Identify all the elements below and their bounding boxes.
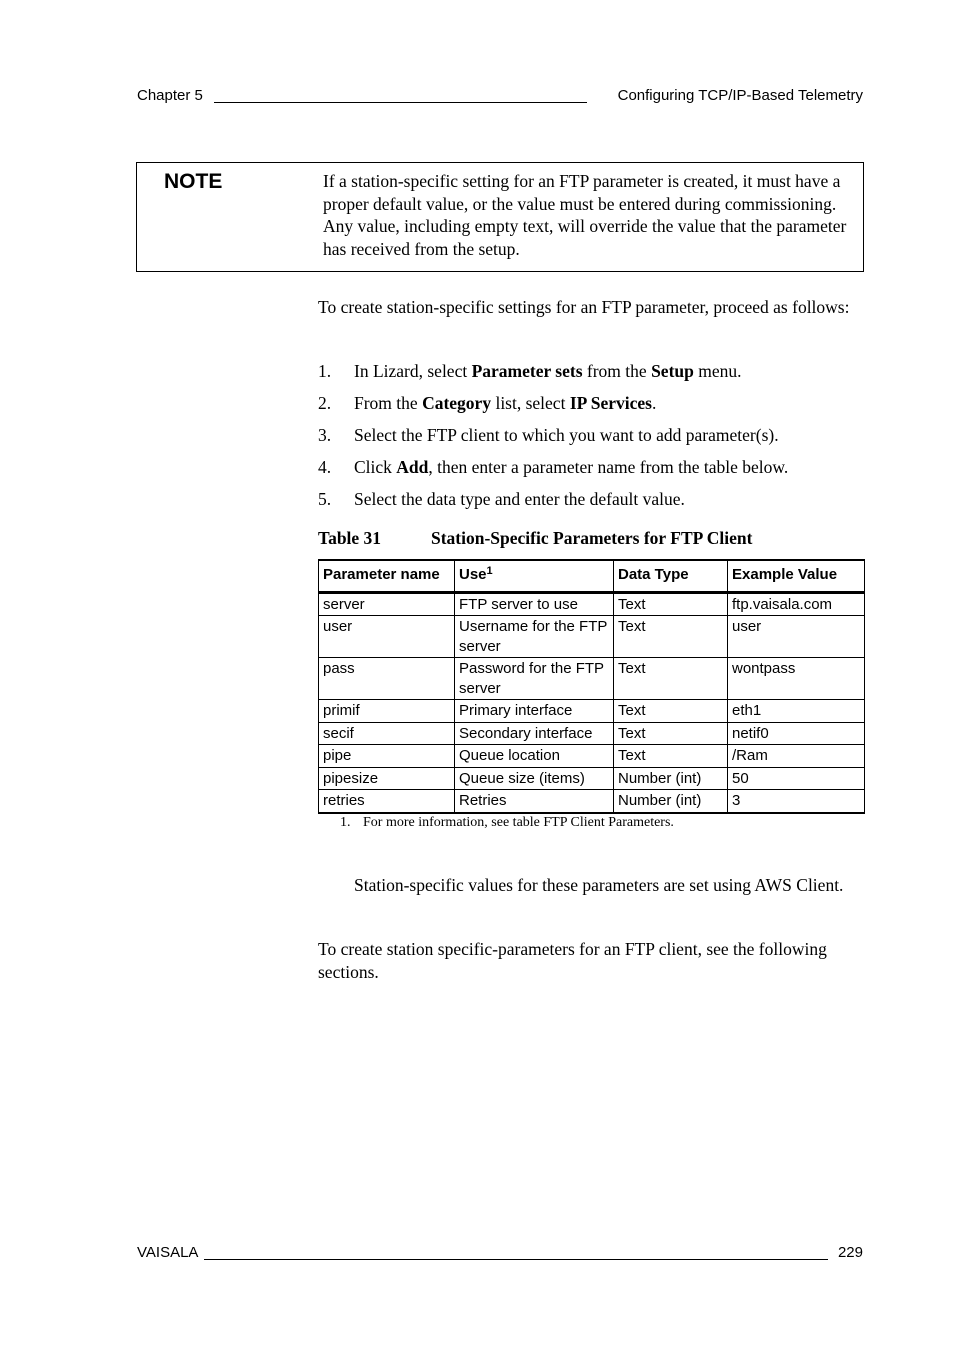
station-note-paragraph: Station-specific values for these parameters are set using AWS Client. [354,875,844,895]
closing-paragraph: To create station specific-parameters for an FTP client, see the following sections. [318,939,827,982]
cell-type: Number (int) [614,790,728,813]
page-number: 229 [837,1244,863,1261]
cell-name: pass [319,658,455,700]
step-text: menu. [693,361,742,381]
cell-name: secif [319,722,455,745]
table-number: Table 31 [318,528,382,548]
cell-use: Password for the FTP server [455,658,614,700]
footnote-number: 1. [340,815,351,830]
table-header-row [319,560,865,592]
cell-type: Text [614,745,728,768]
cell-example: eth1 [728,700,865,723]
header-use [455,560,614,592]
header-example-value: Example Value [728,560,865,592]
step-number: 3. [318,425,332,445]
cell-use: Queue location [455,745,614,768]
table-row [319,616,865,658]
step-number: 5. [318,489,332,509]
table-row [319,722,865,745]
step-number: 2. [318,393,332,413]
table-row [319,658,865,700]
cell-use: FTP server to use [455,592,614,616]
step-3 [318,424,779,446]
intro-paragraph: To create station-specific settings for an FTP parameter, proceed as follows: [318,297,850,317]
step-5 [318,488,685,510]
menu-term: Category [422,393,492,413]
cell-type: Text [614,592,728,616]
step-text: Click [354,457,397,477]
table-row [319,592,865,616]
table-footnote [340,815,674,831]
cell-example: wontpass [728,658,865,700]
cell-name: retries [319,790,455,813]
step-4 [318,456,788,478]
cell-example: 3 [728,790,865,813]
step-text: From the [354,393,423,413]
step-text: . [651,393,657,413]
cell-example: /Ram [728,745,865,768]
note-text: If a station-specific setting for an FTP parameter is created, it must have a proper default value, or the value must be entered during commissioning. Any value, including empty text, will override the value that the parameter has received from the setup. [323,171,847,259]
table-title: Station-Specific Parameters for FTP Client [431,528,753,548]
cell-name: server [319,592,455,616]
menu-term: Add [396,457,429,477]
cell-name: primif [319,700,455,723]
cell-use: Secondary interface [455,722,614,745]
step-1 [318,360,742,382]
note-label: NOTE [164,170,223,193]
menu-term: Parameter sets [471,361,583,381]
cell-example: netif0 [728,722,865,745]
cell-example: 50 [728,767,865,790]
note-box [136,162,864,272]
header-parameter-name: Parameter name [319,560,455,592]
header-rule [214,102,587,103]
cell-name: pipe [319,745,455,768]
footnote-marker: 1 [486,565,493,577]
step-text: Select the FTP client to which you want to add parameter(s). [354,425,779,445]
cell-name: pipesize [319,767,455,790]
table-row [319,700,865,723]
step-number: 4. [318,457,332,477]
step-text: , then enter a parameter name from the table below. [428,457,789,477]
step-number: 1. [318,361,332,381]
cell-use: Retries [455,790,614,813]
cell-type: Number (int) [614,767,728,790]
cell-use: Username for the FTP server [455,616,614,658]
cell-use: Primary interface [455,700,614,723]
cell-name: user [319,616,455,658]
step-text: from the [582,361,652,381]
step-text: Select the data type and enter the default value. [354,489,685,509]
cell-type: Text [614,616,728,658]
menu-term: Setup [651,361,694,381]
header-use-label: Use [459,566,487,583]
chapter-title: Configuring TCP/IP-Based Telemetry [617,87,863,104]
step-2 [318,392,656,414]
footer-rule [204,1259,828,1260]
cell-example: ftp.vaisala.com [728,592,865,616]
step-text: list, select [491,393,570,413]
chapter-label: Chapter 5 [137,87,203,104]
footnote-text: For more information, see table FTP Client Parameters. [363,815,674,830]
table-row [319,790,865,813]
company-name: VAISALA [137,1244,199,1261]
step-text: In Lizard, select [354,361,472,381]
table-row [319,767,865,790]
cell-use: Queue size (items) [455,767,614,790]
table-caption [318,528,752,549]
ftp-parameters-table [318,559,865,814]
cell-type: Text [614,700,728,723]
cell-example: user [728,616,865,658]
cell-type: Text [614,658,728,700]
cell-type: Text [614,722,728,745]
header-data-type: Data Type [614,560,728,592]
menu-term: IP Services [569,393,652,413]
table-row [319,745,865,768]
